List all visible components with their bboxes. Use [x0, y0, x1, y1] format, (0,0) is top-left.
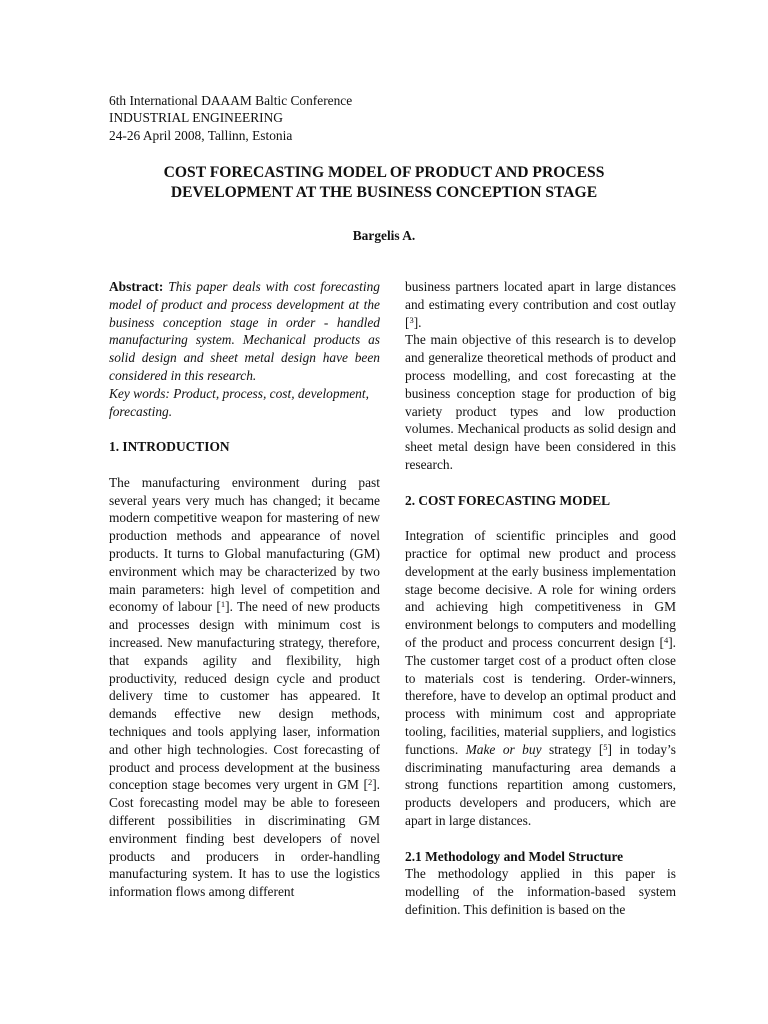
reference-4: 4	[663, 634, 669, 645]
conference-topic: INDUSTRIAL ENGINEERING	[109, 110, 283, 126]
abstract-text: This paper deals with cost forecasting model of product and process development at the business conception stage in order - handled manufacturing system. Mechanical products as solid design and sheet metal design have been considered in this research.	[109, 279, 380, 383]
section-heading-introduction: 1. INTRODUCTION	[109, 439, 230, 455]
conference-date-location: 24-26 April 2008, Tallinn, Estonia	[109, 127, 293, 143]
make-or-buy-term: Make or buy	[465, 741, 542, 757]
reference-3: 3	[409, 314, 414, 325]
paper-title-line-2: DEVELOPMENT AT THE BUSINESS CONCEPTION STAGE	[170, 184, 598, 201]
conference-header	[109, 92, 352, 144]
reference-2: 2	[367, 777, 373, 788]
reference-1: 1	[220, 599, 226, 610]
paper-title-line-1: COST FORECASTING MODEL OF PRODUCT AND PROCESS	[163, 164, 605, 181]
right-column	[405, 278, 676, 919]
model-paragraph-1: Integration of scientific principles and good practice for optimal new product and process development at the early business implementation stage become decisive. A role for wining orders and achieving high competitiveness in GM environment belongs to computers and modelling of the product and process concurrent design [$^4$]. The customer target cost of a product often close to materials cost is tendering. Order-winners, therefore, have to develop an optimal product and process with minimum cost and appropriate tooling, facilities, material suppliers, and logistics functions. Make or buy strategy [$^5$] in today’s discriminating manufacturing area demands a strong functions repartition among customers, products developers and producers, which are apart in large distances.	[405, 528, 676, 828]
subsection-heading-methodology: 2.1 Methodology and Model Structure	[405, 848, 624, 864]
abstract-paragraph	[109, 278, 380, 385]
paper-title	[80, 163, 688, 203]
introduction-paragraph-2: business partners located apart in large distances and estimating every contribution and cost outlay [$^3$].	[405, 279, 676, 330]
reference-5: 5	[603, 741, 608, 752]
introduction-paragraph-3: The main objective of this research is to develop and generalize theoretical methods of product and process modelling, and cost forecasting at the business conception stage for production of big variety product types and low production volumes. Mechanical products as solid design and sheet metal design have been considered in this research.	[405, 332, 676, 472]
keywords: Key words: Product, process, cost, development, forecasting.	[109, 385, 369, 419]
conference-name: 6th International DAAAM Baltic Conference	[109, 93, 353, 108]
paper-author: Bargelis A.	[352, 228, 416, 243]
methodology-paragraph-1: The methodology applied in this paper is modelling of the information-based system definition. This definition is based on the	[405, 866, 676, 917]
left-column	[109, 278, 380, 901]
abstract-label: Abstract:	[109, 279, 164, 294]
section-heading-cost-forecasting-model: 2. COST FORECASTING MODEL	[405, 492, 611, 508]
introduction-paragraph-1: The manufacturing environment during past several years very much has changed; it became modern competitive weapon for mastering of new production methods and appearance of novel products. It turns to Global manufacturing (GM) environment which may be characterized by two main parameters: high level of competition and economy of labour [$^1$]. The need of new products and processes design with minimum cost is increased. New manufacturing strategy, therefore, that expands agility and flexibility, high productivity, reduced design cycle and product delivery time to customer has appeared. It demands effective new design methods, techniques and tools applying laser, information and other high technologies. Cost forecasting of product and process development at the business conception stage becomes very urgent in GM [$^2$]. Cost forecasting model may be able to foreseen different possibilities in discriminating GM environment finding best developers of novel products and producers in order-handling manufacturing system. It has to use the logistics information flows among different	[109, 474, 381, 900]
